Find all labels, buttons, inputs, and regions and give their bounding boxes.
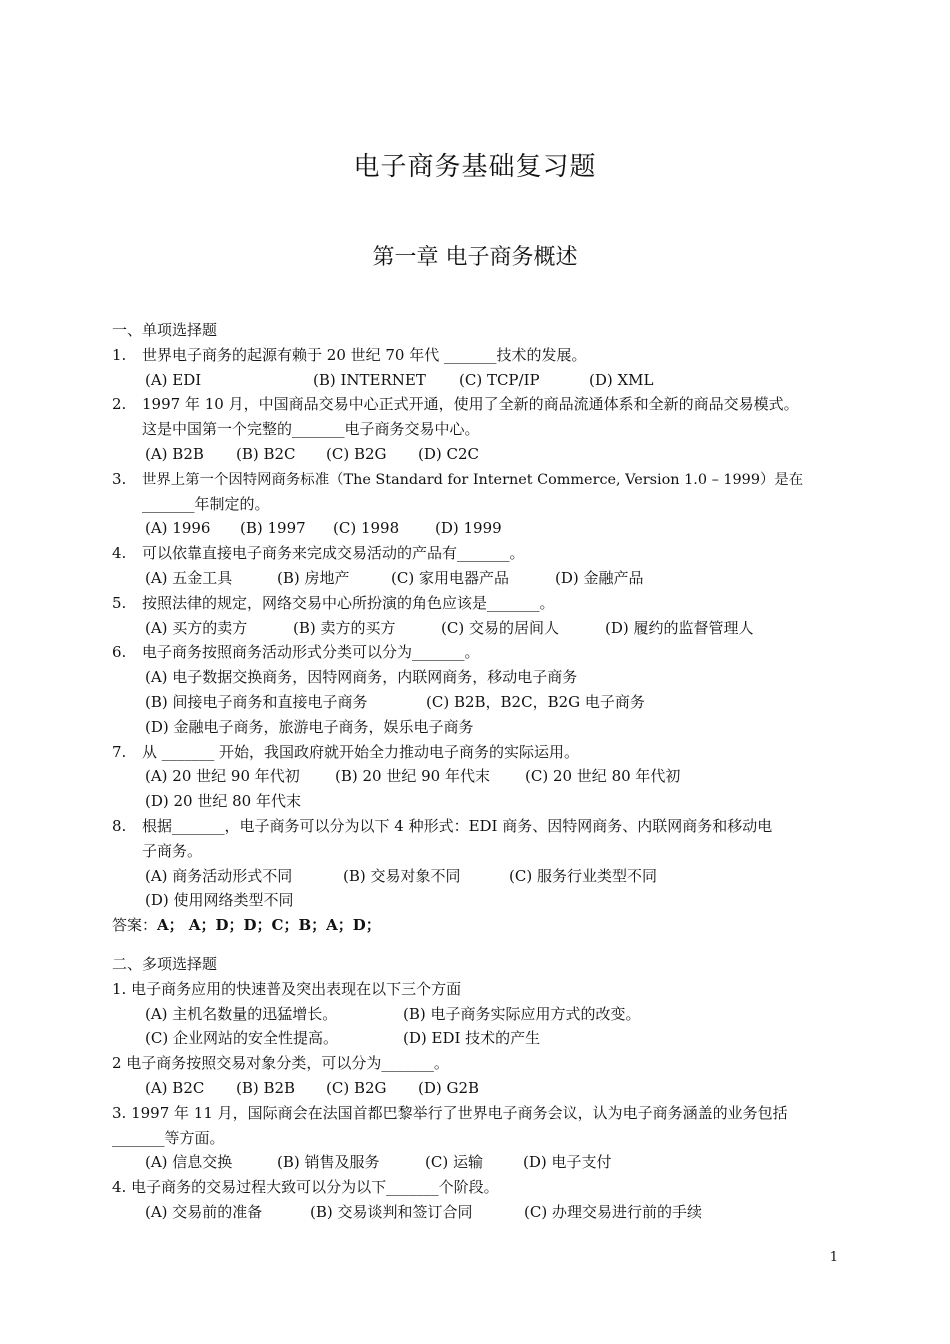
multi-question-1-options-cd: (C) 企业网站的安全性提高。 (D) EDI 技术的产生 (145, 1029, 541, 1048)
multi-question-3: 3. 1997 年 11 月，国际商会在法国首都巴黎举行了世界电子商务会议，认为电子商务涵盖的业务包括 (112, 1103, 788, 1122)
question-4: 4. 可以依靠直接电子商务来完成交易活动的产品有_______。 (112, 544, 525, 563)
multi-question-1-options-ab: (A) 主机名数量的迅猛增长。 (B) 电子商务实际应用方式的改变。 (145, 1004, 641, 1023)
section-heading-2: 二、多项选择题 (112, 954, 218, 973)
question-8: 8. 根据_______，电子商务可以分为以下 4 种形式：EDI 商务、因特网商务、内联网商务和移动电 (112, 816, 773, 835)
question-4-options: (A) 五金工具 (B) 房地产 (C) 家用电器产品 (D) 金融产品 (145, 568, 644, 587)
question-2-continued: 这是中国第一个完整的_______电子商务交易中心。 (142, 420, 480, 439)
multi-question-4: 4. 电子商务的交易过程大致可以分为以下_______个阶段。 (112, 1178, 499, 1197)
question-7: 7. 从 _______ 开始，我国政府就开始全力推动电子商务的实际运用。 (112, 742, 580, 761)
question-1-options: (A) EDI (B) INTERNET (C) TCP/IP (D) XML (145, 370, 654, 389)
multi-question-3-options: (A) 信息交换 (B) 销售及服务 (C) 运输 (D) 电子支付 (145, 1153, 612, 1172)
question-6-options-bc: (B) 间接电子商务和直接电子商务 (C) B2B，B2C，B2G 电子商务 (145, 692, 645, 711)
multi-question-2: 2 电子商务按照交易对象分类，可以分为_______。 (112, 1054, 449, 1073)
question-7-options-abc: (A) 20 世纪 90 年代初 (B) 20 世纪 90 年代末 (C) 20 世纪 80 年代初 (145, 767, 681, 786)
question-5-options: (A) 买方的卖方 (B) 卖方的买方 (C) 交易的居间人 (D) 履约的监督管理人 (145, 618, 754, 637)
question-2-options: (A) B2B (B) B2C (C) B2G (D) C2C (145, 444, 479, 463)
multi-question-1: 1. 电子商务应用的快速普及突出表现在以下三个方面 (112, 979, 462, 998)
document-body (112, 318, 840, 1225)
question-7-option-d: (D) 20 世纪 80 年代末 (145, 792, 301, 811)
question-1: 1. 世界电子商务的起源有赖于 20 世纪 70 年代 _______技术的发展。 (112, 345, 587, 364)
question-5: 5. 按照法律的规定，网络交易中心所扮演的角色应该是_______。 (112, 593, 555, 612)
question-6-option-d: (D) 金融电子商务，旅游电子商务，娱乐电子商务 (145, 717, 474, 736)
question-3-options: (A) 1996 (B) 1997 (C) 1998 (D) 1999 (145, 519, 502, 538)
question-3-continued: _______年制定的。 (142, 494, 270, 513)
answer-key: 答案：A； A；D；D；C；B；A；D； (112, 916, 381, 935)
question-6: 6. 电子商务按照商务活动形式分类可以分为_______。 (112, 643, 480, 662)
question-6-option-a: (A) 电子数据交换商务，因特网商务，内联网商务，移动电子商务 (145, 668, 578, 687)
chapter-heading: 第一章 电子商务概述 (372, 245, 578, 270)
question-8-continued: 子商务。 (142, 841, 203, 860)
section-heading: 一、单项选择题 (112, 321, 218, 339)
document-title: 电子商务基础复习题 (353, 152, 597, 182)
multi-question-2-options: (A) B2C (B) B2B (C) B2G (D) G2B (145, 1078, 480, 1097)
question-8-options-abc: (A) 商务活动形式不同 (B) 交易对象不同 (C) 服务行业类型不同 (145, 866, 657, 885)
page-number: 1 (829, 1250, 838, 1265)
multi-question-3-continued: _______等方面。 (112, 1128, 225, 1147)
section-spacer (112, 938, 840, 952)
multi-question-4-options: (A) 交易前的准备 (B) 交易谈判和签订合同 (C) 办理交易进行前的手续 (145, 1202, 702, 1221)
question-3: 3. 世界上第一个因特网商务标准（The Standard for Internet Commerce, Version 1.0 – 1999）是在 (112, 469, 804, 488)
question-2: 2. 1997 年 10 月，中国商品交易中心正式开通，使用了全新的商品流通体系和全新的商品交易模式。 (112, 395, 799, 414)
question-8-option-d: (D) 使用网络类型不同 (145, 891, 294, 910)
